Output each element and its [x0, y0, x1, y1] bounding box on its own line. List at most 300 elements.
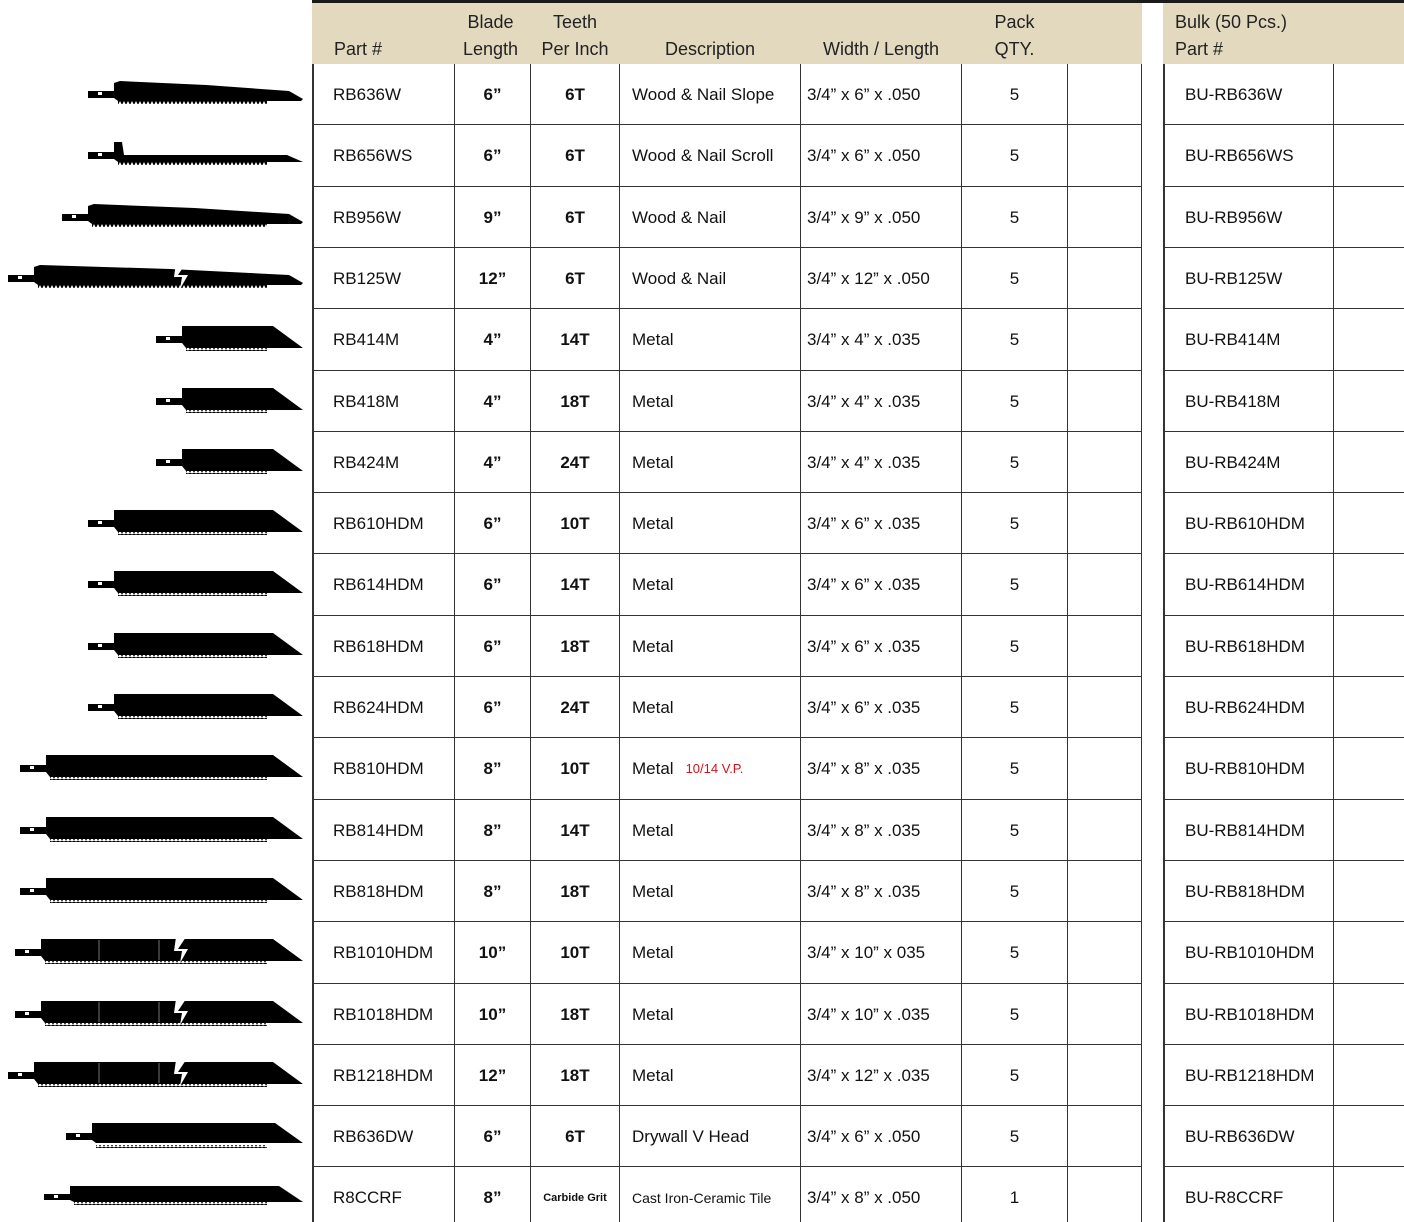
cell-width-length-text: 3/4” x 4” x .035 [807, 391, 921, 411]
cell-description-text: Wood & Nail Scroll [632, 145, 774, 165]
cell-description-text: Metal [632, 391, 674, 411]
saw-blade-wood-long-icon [8, 261, 303, 295]
saw-blade-metal-6-icon [88, 567, 303, 601]
cell-pack-qty-text: 5 [1009, 758, 1020, 778]
cell-part-number [313, 432, 454, 493]
cell-description-text: Metal [632, 513, 674, 533]
header-length-label: Length [462, 39, 519, 59]
variable-pitch-note: 10/14 V.P. [685, 761, 744, 776]
cell-blade-length-text: 4” [483, 452, 502, 472]
cell-pack-qty [962, 64, 1067, 125]
cell-pack-qty [962, 187, 1067, 248]
cell-blade-length [455, 861, 530, 922]
cell-pack-qty [962, 493, 1067, 554]
cell-blade-length [455, 677, 530, 738]
cell-teeth-per-inch-text: 10T [560, 942, 590, 962]
cell-teeth-per-inch-text: Carbide Grit [543, 1191, 607, 1204]
cell-teeth-per-inch [531, 493, 619, 554]
cell-blade-length [455, 1167, 530, 1222]
cell-blade-length [455, 125, 530, 186]
cell-pack-qty [962, 1106, 1067, 1167]
cell-teeth-per-inch-text: 18T [560, 1065, 590, 1085]
cell-pack-qty-text: 5 [1009, 513, 1020, 533]
cell-pack-qty-text: 5 [1009, 636, 1020, 656]
cell-bulk-part-number [1165, 1106, 1333, 1167]
cell-bulk-part-number [1165, 432, 1333, 493]
cell-blade-length-text: 8” [483, 1187, 502, 1207]
cell-part-number-text: RB1218HDM [333, 1065, 434, 1085]
cell-bulk-part-number [1165, 616, 1333, 677]
cell-teeth-per-inch-text: 6T [565, 207, 585, 227]
cell-pack-qty-text: 5 [1009, 391, 1020, 411]
saw-blade-metal-8-icon [20, 813, 303, 847]
cell-bulk-part-number [1165, 677, 1333, 738]
cell-blade-length [455, 554, 530, 615]
cell-pack-qty [962, 861, 1067, 922]
cell-width-length-text: 3/4” x 6” x .035 [807, 697, 921, 717]
cell-description [620, 1045, 800, 1106]
cell-teeth-per-inch [531, 554, 619, 615]
cell-teeth-per-inch [531, 738, 619, 799]
cell-part-number [313, 677, 454, 738]
cell-bulk-part-number [1165, 248, 1333, 309]
saw-blade-metal-6-icon [88, 629, 303, 663]
cell-width-length-text: 3/4” x 6” x .035 [807, 513, 921, 533]
cell-width-length-text: 3/4” x 6” x .035 [807, 574, 921, 594]
saw-blade-metal-10-icon [15, 935, 303, 969]
cell-part-number [313, 187, 454, 248]
cell-description [620, 248, 800, 309]
cell-description [620, 1167, 800, 1222]
cell-pack-qty [962, 677, 1067, 738]
cell-description [620, 800, 800, 861]
cell-description [620, 187, 800, 248]
cell-teeth-per-inch [531, 922, 619, 983]
cell-width-length-text: 3/4” x 8” x .050 [807, 1187, 921, 1207]
cell-part-number-text: RB624HDM [333, 697, 424, 717]
cell-part-number [313, 800, 454, 861]
cell-width-length [801, 432, 961, 493]
cell-part-number-text: RB810HDM [333, 758, 424, 778]
cell-description-text: Metal [632, 329, 674, 349]
cell-blade-length [455, 922, 530, 983]
cell-blade-length-text: 12” [478, 1065, 507, 1085]
cell-bulk-part-number [1165, 493, 1333, 554]
cell-description [620, 125, 800, 186]
cell-width-length-text: 3/4” x 8” x .035 [807, 820, 921, 840]
cell-teeth-per-inch-text: 14T [560, 329, 590, 349]
cell-bulk-part-number [1165, 861, 1333, 922]
cell-part-number [313, 248, 454, 309]
cell-width-length [801, 984, 961, 1045]
cell-pack-qty-text: 5 [1009, 1004, 1020, 1024]
cell-bulk-part-number-text: BU-RB1018HDM [1185, 1004, 1315, 1024]
cell-teeth-per-inch-text: 18T [560, 881, 590, 901]
cell-width-length [801, 248, 961, 309]
cell-blade-length-text: 6” [483, 513, 502, 533]
cell-description [620, 64, 800, 125]
cell-description-text: Metal [632, 574, 674, 594]
column-divider [1333, 64, 1334, 1222]
cell-pack-qty-text: 5 [1009, 329, 1020, 349]
cell-description-text: Metal [632, 881, 674, 901]
cell-bulk-part-number [1165, 984, 1333, 1045]
cell-pack-qty [962, 984, 1067, 1045]
cell-pack-qty-text: 5 [1009, 1065, 1020, 1085]
cell-pack-qty-text: 5 [1009, 452, 1020, 472]
cell-description [620, 1106, 800, 1167]
header-part-label: Part # [334, 39, 383, 59]
cell-description-text: Metal [632, 636, 674, 656]
cell-bulk-part-number [1165, 554, 1333, 615]
cell-blade-length-text: 6” [483, 636, 502, 656]
header-description [620, 3, 800, 64]
cell-width-length-text: 3/4” x 4” x .035 [807, 329, 921, 349]
cell-blade-length [455, 64, 530, 125]
cell-teeth-per-inch-text: 6T [565, 1126, 585, 1146]
cell-bulk-part-number-text: BU-RB414M [1185, 329, 1281, 349]
cell-teeth-per-inch [531, 371, 619, 432]
cell-pack-qty-text: 5 [1009, 84, 1020, 104]
cell-part-number-text: RB814HDM [333, 820, 424, 840]
cell-part-number [313, 309, 454, 370]
cell-blade-length-text: 10” [478, 1004, 507, 1024]
cell-teeth-per-inch-text: 14T [560, 820, 590, 840]
cell-part-number-text: RB636DW [333, 1126, 414, 1146]
cell-description [620, 677, 800, 738]
cell-part-number-text: R8CCRF [333, 1187, 402, 1207]
header-pack-qty [962, 3, 1067, 64]
cell-teeth-per-inch-text: 10T [560, 758, 590, 778]
cell-blade-length [455, 984, 530, 1045]
cell-teeth-per-inch [531, 677, 619, 738]
cell-width-length [801, 187, 961, 248]
cell-width-length [801, 1167, 961, 1222]
cell-width-length [801, 64, 961, 125]
cell-teeth-per-inch [531, 125, 619, 186]
cell-bulk-part-number [1165, 1045, 1333, 1106]
cell-blade-length [455, 432, 530, 493]
cell-teeth-per-inch [531, 800, 619, 861]
cell-description [620, 922, 800, 983]
cell-width-length-text: 3/4” x 10” x 035 [807, 942, 926, 962]
cell-width-length-text: 3/4” x 4” x .035 [807, 452, 921, 472]
cell-part-number-text: RB656WS [333, 145, 413, 165]
cell-bulk-part-number [1165, 187, 1333, 248]
cell-part-number-text: RB636W [333, 84, 402, 104]
cell-bulk-part-number-text: BU-RB810HDM [1185, 758, 1305, 778]
saw-blade-metal-4-icon [156, 384, 303, 418]
saw-blade-scroll-icon [88, 138, 303, 172]
cell-width-length-text: 3/4” x 12” x .050 [807, 268, 930, 288]
cell-pack-qty [962, 738, 1067, 799]
saw-blade-grit-icon [44, 1180, 303, 1214]
cell-part-number [313, 861, 454, 922]
cell-blade-length-text: 6” [483, 84, 502, 104]
header-bulk-part-label: Part # [1175, 39, 1224, 59]
cell-width-length [801, 493, 961, 554]
cell-pack-qty-text: 5 [1009, 942, 1020, 962]
cell-part-number [313, 1045, 454, 1106]
cell-blade-length [455, 309, 530, 370]
cell-teeth-per-inch-text: 6T [565, 268, 585, 288]
cell-width-length [801, 1045, 961, 1106]
cell-teeth-per-inch [531, 309, 619, 370]
cell-pack-qty [962, 554, 1067, 615]
cell-width-length-text: 3/4” x 6” x .050 [807, 145, 921, 165]
saw-blade-metal-6-icon [88, 506, 303, 540]
cell-bulk-part-number-text: BU-RB418M [1185, 391, 1281, 411]
cell-pack-qty-text: 1 [1009, 1187, 1020, 1207]
cell-teeth-per-inch [531, 1106, 619, 1167]
cell-blade-length-text: 6” [483, 1126, 502, 1146]
cell-bulk-part-number-text: BU-RB125W [1185, 268, 1283, 288]
cell-width-length [801, 922, 961, 983]
cell-bulk-part-number-text: BU-RB624HDM [1185, 697, 1305, 717]
cell-pack-qty-text: 5 [1009, 268, 1020, 288]
cell-part-number-text: RB618HDM [333, 636, 424, 656]
cell-teeth-per-inch-text: 24T [560, 697, 590, 717]
cell-description [620, 554, 800, 615]
saw-blade-metal-4-icon [156, 445, 303, 479]
cell-blade-length-text: 12” [478, 268, 507, 288]
cell-bulk-part-number-text: BU-RB1010HDM [1185, 942, 1315, 962]
cell-teeth-per-inch [531, 187, 619, 248]
cell-part-number [313, 371, 454, 432]
cell-part-number-text: RB414M [333, 329, 400, 349]
cell-part-number [313, 554, 454, 615]
cell-description-text: Metal [632, 697, 674, 717]
column-divider [1141, 64, 1142, 1222]
cell-bulk-part-number-text: BU-RB610HDM [1185, 513, 1305, 533]
cell-teeth-per-inch [531, 616, 619, 677]
header-part [334, 3, 454, 64]
cell-pack-qty [962, 248, 1067, 309]
cell-blade-length-text: 4” [483, 391, 502, 411]
cell-teeth-per-inch-text: 10T [560, 513, 590, 533]
cell-description-text: Metal [632, 1065, 674, 1085]
cell-bulk-part-number-text: BU-RB818HDM [1185, 881, 1305, 901]
cell-bulk-part-number-text: BU-RB814HDM [1185, 820, 1305, 840]
cell-description-text: Metal [632, 452, 674, 472]
cell-bulk-part-number-text: BU-RB956W [1185, 207, 1283, 227]
cell-width-length-text: 3/4” x 8” x .035 [807, 881, 921, 901]
cell-bulk-part-number [1165, 1167, 1333, 1222]
cell-bulk-part-number [1165, 64, 1333, 125]
cell-width-length-text: 3/4” x 6” x .050 [807, 84, 921, 104]
cell-bulk-part-number-text: BU-RB656WS [1185, 145, 1294, 165]
cell-width-length-text: 3/4” x 9” x .050 [807, 207, 921, 227]
cell-blade-length-text: 6” [483, 145, 502, 165]
header-teeth-label: Teeth [552, 12, 598, 32]
cell-part-number-text: RB614HDM [333, 574, 424, 594]
cell-bulk-part-number [1165, 738, 1333, 799]
column-divider [1067, 64, 1068, 1222]
cell-bulk-part-number [1165, 922, 1333, 983]
saw-blade-slope-icon [88, 77, 303, 111]
saw-blade-metal-8-icon [20, 874, 303, 908]
cell-blade-length-text: 6” [483, 697, 502, 717]
cell-bulk-part-number-text: BU-RB618HDM [1185, 636, 1305, 656]
header-per-inch-label: Per Inch [541, 39, 609, 59]
header-width-length [801, 3, 961, 64]
cell-pack-qty-text: 5 [1009, 697, 1020, 717]
cell-bulk-part-number [1165, 371, 1333, 432]
cell-blade-length-text: 8” [483, 820, 502, 840]
cell-teeth-per-inch [531, 1045, 619, 1106]
cell-description-text: Metal [632, 758, 674, 778]
cell-blade-length [455, 1045, 530, 1106]
cell-blade-length [455, 616, 530, 677]
header-description-label: Description [664, 39, 756, 59]
cell-description [620, 984, 800, 1045]
cell-pack-qty [962, 1167, 1067, 1222]
cell-description [620, 309, 800, 370]
cell-pack-qty-text: 5 [1009, 1126, 1020, 1146]
cell-teeth-per-inch [531, 248, 619, 309]
cell-width-length [801, 554, 961, 615]
cell-description [620, 738, 800, 799]
cell-blade-length-text: 8” [483, 881, 502, 901]
cell-part-number-text: RB1018HDM [333, 1004, 434, 1024]
cell-part-number [313, 493, 454, 554]
cell-description [620, 493, 800, 554]
cell-teeth-per-inch-text: 18T [560, 636, 590, 656]
cell-part-number-text: RB610HDM [333, 513, 424, 533]
cell-blade-length [455, 493, 530, 554]
cell-description-text: Wood & Nail [632, 268, 727, 288]
header-pack-label: Pack [994, 12, 1035, 32]
cell-blade-length-text: 6” [483, 574, 502, 594]
cell-width-length [801, 800, 961, 861]
header-bulk [1175, 3, 1335, 64]
saw-blade-metal-10-icon [15, 997, 303, 1031]
header-width-length-label: Width / Length [822, 39, 940, 59]
cell-part-number [313, 922, 454, 983]
cell-pack-qty-text: 5 [1009, 207, 1020, 227]
cell-teeth-per-inch-text: 6T [565, 145, 585, 165]
cell-description [620, 616, 800, 677]
cell-part-number-text: RB1010HDM [333, 942, 434, 962]
cell-pack-qty [962, 371, 1067, 432]
cell-part-number [313, 984, 454, 1045]
cell-width-length-text: 3/4” x 6” x .050 [807, 1126, 921, 1146]
cell-pack-qty [962, 800, 1067, 861]
cell-teeth-per-inch [531, 432, 619, 493]
cell-teeth-per-inch-text: 18T [560, 391, 590, 411]
cell-description-text: Metal [632, 942, 674, 962]
cell-blade-length [455, 248, 530, 309]
cell-part-number-text: RB424M [333, 452, 400, 472]
cell-blade-length-text: 8” [483, 758, 502, 778]
cell-bulk-part-number-text: BU-RB614HDM [1185, 574, 1305, 594]
cell-width-length-text: 3/4” x 10” x .035 [807, 1004, 930, 1024]
cell-pack-qty [962, 1045, 1067, 1106]
saw-blade-metal-6-icon [88, 690, 303, 724]
cell-description-text: Metal [632, 820, 674, 840]
cell-bulk-part-number-text: BU-RB636DW [1185, 1126, 1295, 1146]
cell-width-length-text: 3/4” x 12” x .035 [807, 1065, 930, 1085]
cell-blade-length [455, 738, 530, 799]
cell-part-number [313, 1167, 454, 1222]
cell-description-text: Wood & Nail Slope [632, 84, 775, 104]
cell-pack-qty [962, 125, 1067, 186]
cell-pack-qty-text: 5 [1009, 574, 1020, 594]
saw-blade-metal-8-icon [20, 751, 303, 785]
cell-description [620, 371, 800, 432]
cell-part-number [313, 125, 454, 186]
cell-pack-qty-text: 5 [1009, 881, 1020, 901]
cell-pack-qty [962, 922, 1067, 983]
cell-width-length [801, 1106, 961, 1167]
cell-blade-length [455, 800, 530, 861]
cell-part-number-text: RB418M [333, 391, 400, 411]
cell-teeth-per-inch-text: 6T [565, 84, 585, 104]
cell-width-length-text: 3/4” x 6” x .035 [807, 636, 921, 656]
cell-teeth-per-inch-text: 18T [560, 1004, 590, 1024]
cell-blade-length-text: 4” [483, 329, 502, 349]
cell-bulk-part-number-text: BU-RB424M [1185, 452, 1281, 472]
header-qty-label: QTY. [994, 39, 1035, 59]
header-blade-label: Blade [467, 12, 514, 32]
cell-teeth-per-inch-text: 24T [560, 452, 590, 472]
cell-part-number [313, 616, 454, 677]
cell-part-number-text: RB818HDM [333, 881, 424, 901]
cell-teeth-per-inch [531, 984, 619, 1045]
cell-part-number [313, 738, 454, 799]
cell-bulk-part-number-text: BU-RB636W [1185, 84, 1283, 104]
cell-part-number-text: RB956W [333, 207, 402, 227]
cell-part-number-text: RB125W [333, 268, 402, 288]
cell-width-length [801, 861, 961, 922]
cell-blade-length [455, 371, 530, 432]
cell-width-length [801, 371, 961, 432]
cell-width-length [801, 125, 961, 186]
cell-pack-qty-text: 5 [1009, 145, 1020, 165]
cell-width-length-text: 3/4” x 8” x .035 [807, 758, 921, 778]
cell-pack-qty [962, 309, 1067, 370]
cell-blade-length-text: 9” [483, 207, 502, 227]
saw-blade-metal-4-icon [156, 322, 303, 356]
cell-teeth-per-inch-text: 14T [560, 574, 590, 594]
cell-width-length [801, 677, 961, 738]
header-blade-length [455, 3, 526, 64]
saw-blade-metal-12-icon [8, 1058, 303, 1092]
cell-part-number [313, 1106, 454, 1167]
cell-bulk-part-number-text: BU-R8CCRF [1185, 1187, 1284, 1207]
cell-bulk-part-number [1165, 125, 1333, 186]
cell-blade-length [455, 187, 530, 248]
cell-pack-qty [962, 432, 1067, 493]
cell-width-length [801, 616, 961, 677]
cell-teeth-per-inch [531, 64, 619, 125]
cell-bulk-part-number [1165, 800, 1333, 861]
header-teeth-per-inch [531, 3, 619, 64]
cell-teeth-per-inch [531, 861, 619, 922]
cell-description-text: Cast Iron-Ceramic Tile [632, 1189, 772, 1206]
saw-blade-drywall-icon [66, 1119, 303, 1153]
saw-blade-wood-icon [62, 200, 303, 234]
cell-width-length [801, 738, 961, 799]
cell-bulk-part-number [1165, 309, 1333, 370]
cell-blade-length [455, 1106, 530, 1167]
cell-bulk-part-number-text: BU-RB1218HDM [1185, 1065, 1315, 1085]
cell-teeth-per-inch [531, 1167, 619, 1222]
header-bulk-label: Bulk (50 Pcs.) [1175, 12, 1288, 32]
cell-description-text: Metal [632, 1004, 674, 1024]
cell-pack-qty-text: 5 [1009, 820, 1020, 840]
cell-blade-length-text: 10” [478, 942, 507, 962]
